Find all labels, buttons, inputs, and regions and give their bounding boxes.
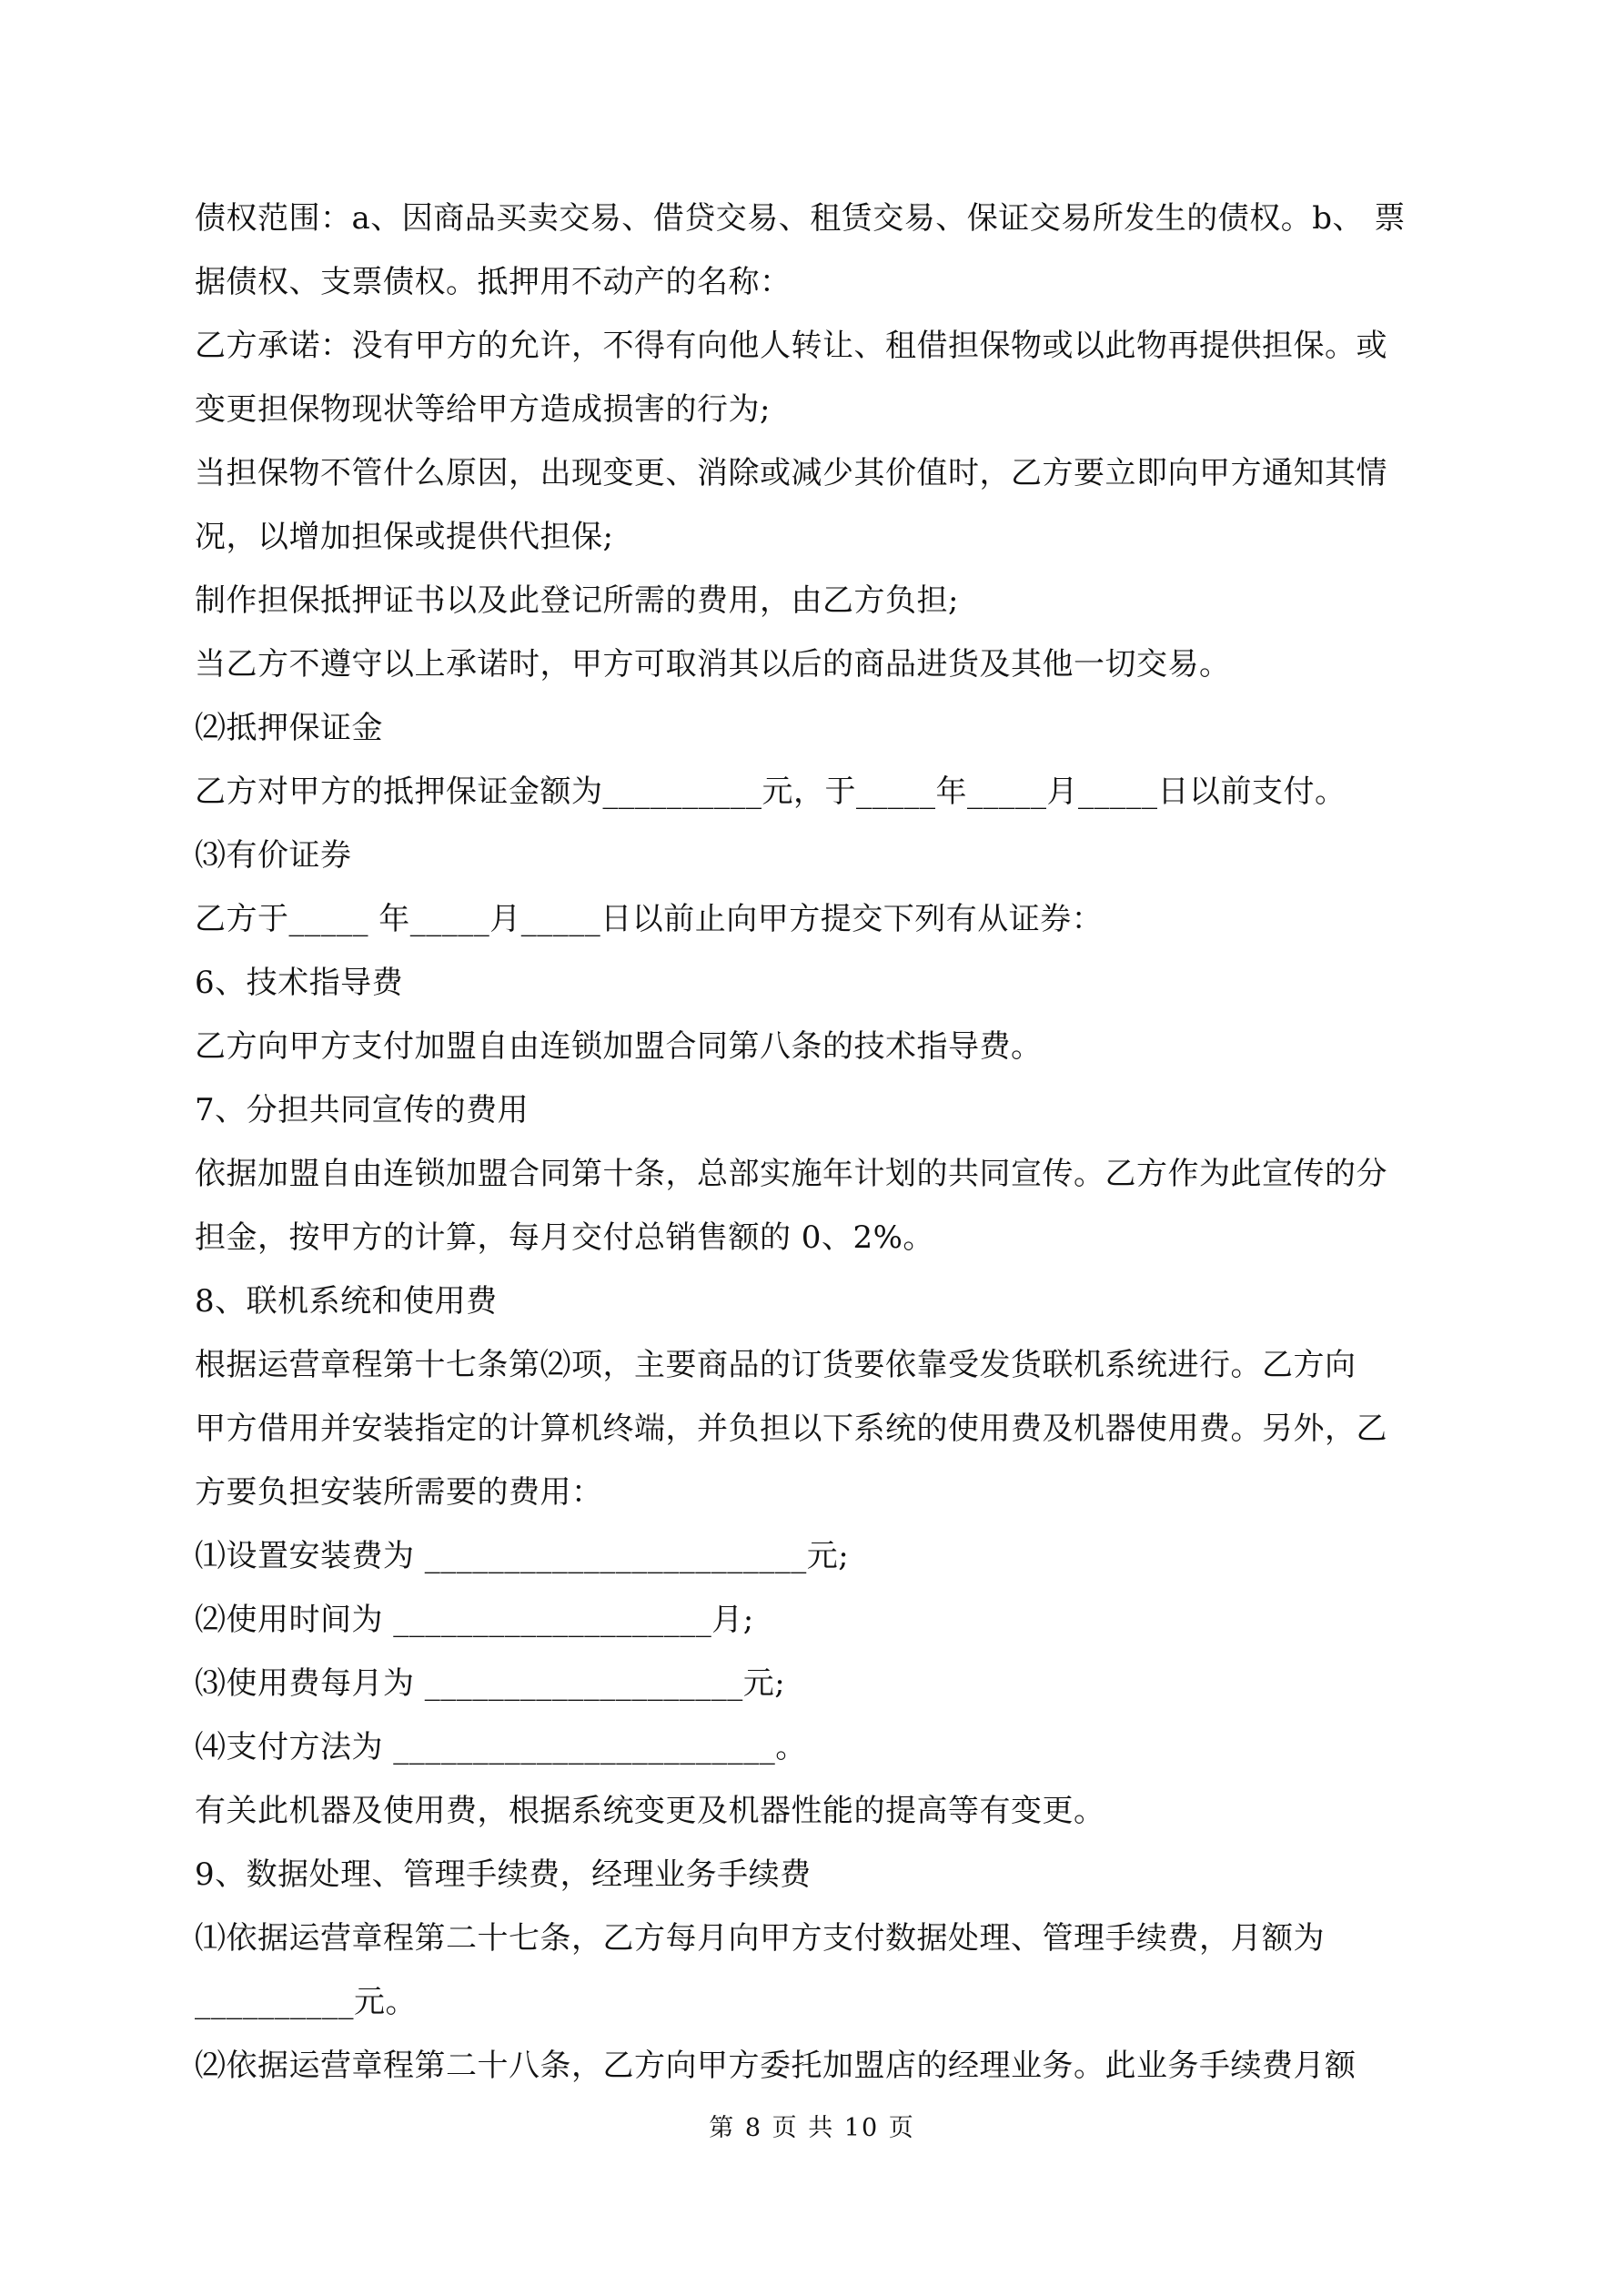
text-line: ⑶使用费每月为 ____________________元; bbox=[195, 1665, 786, 1702]
text-line: 况，以增加担保或提供代担保; bbox=[195, 519, 614, 555]
text-line: 当担保物不管什么原因，出现变更、消除或减少其价值时，乙方要立即向甲方通知其情 bbox=[195, 455, 1387, 491]
text-line: 乙方向甲方支付加盟自由连锁加盟合同第八条的技术指导费。 bbox=[195, 1028, 1043, 1065]
page-number-footer: 第 8 页 共 10 页 bbox=[709, 2114, 915, 2142]
text-line: 乙方承诺：没有甲方的允许，不得有向他人转让、租借担保物或以此物再提供担保。或 bbox=[195, 328, 1387, 364]
section-heading: 6、技术指导费 bbox=[195, 965, 404, 1001]
text-line: 依据加盟自由连锁加盟合同第十条，总部实施年计划的共同宣传。乙方作为此宣传的分 bbox=[195, 1156, 1387, 1192]
section-heading: 8、联机系统和使用费 bbox=[195, 1283, 498, 1320]
text-line: ⑵依据运营章程第二十八条，乙方向甲方委托加盟店的经理业务。此业务手续费月额 bbox=[195, 2048, 1357, 2084]
text-line: 制作担保抵押证书以及此登记所需的费用，由乙方负担; bbox=[195, 582, 959, 619]
text-line: ⑵使用时间为 ____________________月; bbox=[195, 1602, 754, 1638]
text-line: 有关此机器及使用费，根据系统变更及机器性能的提高等有变更。 bbox=[195, 1793, 1105, 1829]
text-line: 据债权、支票债权。抵押用不动产的名称： bbox=[195, 264, 792, 300]
text-line: 根据运营章程第十七条第⑵项，主要商品的订货要依靠受发货联机系统进行。乙方向 bbox=[195, 1347, 1357, 1383]
text-line: 乙方对甲方的抵押保证金额为__________元，于_____年_____月_____日以前支付。 bbox=[195, 774, 1347, 810]
section-heading: ⑵抵押保证金 bbox=[195, 710, 383, 746]
section-heading: 7、分担共同宣传的费用 bbox=[195, 1092, 530, 1128]
text-line: 方要负担安装所需要的费用： bbox=[195, 1474, 603, 1511]
section-heading: ⑶有价证券 bbox=[195, 837, 352, 874]
text-line: 担金，按甲方的计算，每月交付总销售额的 0、2%。 bbox=[195, 1219, 934, 1256]
text-line: ⑴设置安装费为 ________________________元; bbox=[195, 1538, 850, 1574]
text-line: 债权范围：a、因商品买卖交易、借贷交易、租赁交易、保证交易所发生的债权。b、 票 bbox=[195, 200, 1406, 237]
text-line: ⑴依据运营章程第二十七条，乙方每月向甲方支付数据处理、管理手续费，月额为 bbox=[195, 1920, 1325, 1957]
text-line: ⑷支付方法为 ________________________。 bbox=[195, 1729, 807, 1765]
text-line: __________元。 bbox=[195, 1984, 417, 2020]
text-line: 乙方于_____ 年_____月_____日以前止向甲方提交下列有从证券： bbox=[195, 901, 1104, 937]
text-line: 当乙方不遵守以上承诺时，甲方可取消其以后的商品进货及其他一切交易。 bbox=[195, 646, 1231, 683]
text-line: 甲方借用并安装指定的计算机终端，并负担以下系统的使用费及机器使用费。另外，乙 bbox=[195, 1411, 1387, 1447]
section-heading: 9、数据处理、管理手续费，经理业务手续费 bbox=[195, 1856, 812, 1893]
text-line: 变更担保物现状等给甲方造成损害的行为; bbox=[195, 391, 771, 428]
